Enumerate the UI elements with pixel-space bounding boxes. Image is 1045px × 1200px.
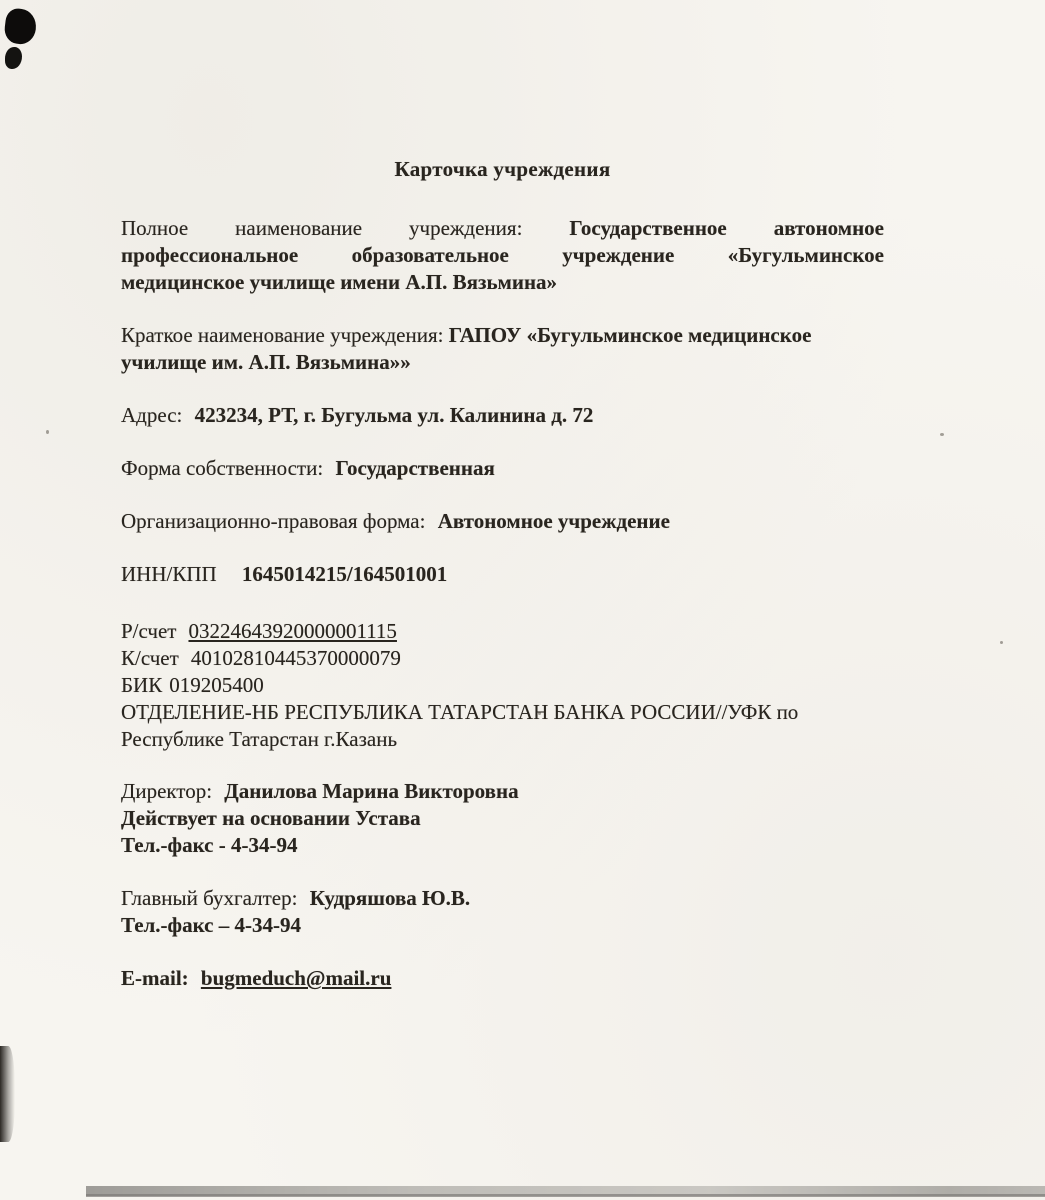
document-body bbox=[121, 156, 884, 1018]
scan-ink-blob-top-left bbox=[3, 7, 38, 46]
settlement-account-line bbox=[121, 618, 884, 645]
scan-speck bbox=[1000, 641, 1003, 644]
scanner-edge-bar-shadow bbox=[86, 1194, 1045, 1197]
director-block bbox=[121, 778, 884, 859]
inn-kpp-label: ИНН/КПП bbox=[121, 562, 217, 586]
email-value: bugmeduch@mail.ru bbox=[200, 966, 392, 990]
bank-name-line-1: ОТДЕЛЕНИЕ-НБ РЕСПУБЛИКА ТАТАРСТАН БАНКА РОССИИ//УФК по bbox=[121, 700, 799, 724]
director-basis: Действует на основании Устава bbox=[121, 806, 421, 830]
full-name-value-1: Государственное автономное bbox=[569, 216, 885, 240]
inn-kpp-value: 1645014215/164501001 bbox=[241, 562, 448, 586]
bank-name-line-2: Республике Татарстан г.Казань bbox=[121, 727, 398, 751]
director-phone: Тел.-факс - 4-34-94 bbox=[121, 833, 298, 857]
scan-ink-blob-top-left-small bbox=[5, 47, 22, 69]
bik-line bbox=[121, 672, 884, 699]
full-name-value-3: медицинское училище имени А.П. Вязьмина» bbox=[121, 270, 558, 294]
full-name-paragraph bbox=[121, 215, 884, 296]
email-paragraph bbox=[121, 965, 884, 992]
full-name-label: Полное наименование учреждения: bbox=[121, 216, 523, 240]
director-label: Директор: bbox=[121, 779, 213, 803]
corr-account-line bbox=[121, 645, 884, 672]
ownership-value: Государственная bbox=[335, 456, 495, 480]
legal-form-value: Автономное учреждение bbox=[437, 509, 670, 533]
scan-smudge-bottom-left bbox=[0, 1046, 15, 1142]
settlement-account-value: 03224643920000001115 bbox=[188, 619, 397, 643]
accountant-phone: Тел.-факс – 4-34-94 bbox=[121, 913, 301, 937]
ownership-paragraph bbox=[121, 455, 884, 482]
short-name-paragraph bbox=[121, 322, 884, 376]
address-paragraph bbox=[121, 402, 884, 429]
accountant-label: Главный бухгалтер: bbox=[121, 886, 298, 910]
address-value: 423234, РТ, г. Бугульма ул. Калинина д. 72 bbox=[194, 403, 594, 427]
inn-kpp-paragraph bbox=[121, 561, 884, 588]
scan-speck bbox=[940, 433, 944, 436]
bik-value: 019205400 bbox=[169, 673, 264, 697]
accountant-name: Кудряшова Ю.В. bbox=[309, 886, 471, 910]
email-label: E-mail: bbox=[121, 966, 189, 990]
short-name-line-1 bbox=[121, 322, 884, 349]
bank-details-block bbox=[121, 618, 884, 753]
short-name-value-2: училище им. А.П. Вязьмина»» bbox=[121, 350, 411, 374]
settlement-account-label: Р/счет bbox=[121, 619, 177, 643]
director-line bbox=[121, 778, 884, 805]
short-name-label: Краткое наименование учреждения: bbox=[121, 323, 444, 347]
document-title: Карточка учреждения bbox=[394, 157, 611, 181]
director-name: Данилова Марина Викторовна bbox=[224, 779, 519, 803]
corr-account-label: К/счет bbox=[121, 646, 179, 670]
ownership-label: Форма собственности: bbox=[121, 456, 324, 480]
corr-account-value: 40102810445370000079 bbox=[190, 646, 401, 670]
address-label: Адрес: bbox=[121, 403, 183, 427]
accountant-block bbox=[121, 885, 884, 939]
short-name-value-1: ГАПОУ «Бугульминское медицинское bbox=[448, 323, 812, 347]
full-name-line-1 bbox=[121, 215, 884, 242]
accountant-line bbox=[121, 885, 884, 912]
legal-form-paragraph bbox=[121, 508, 884, 535]
scan-speck bbox=[46, 430, 49, 434]
full-name-value-2: профессиональное образовательное учреждение «Бугульминское bbox=[121, 243, 884, 267]
legal-form-label: Организационно-правовая форма: bbox=[121, 509, 426, 533]
bik-label: БИК bbox=[121, 673, 163, 697]
